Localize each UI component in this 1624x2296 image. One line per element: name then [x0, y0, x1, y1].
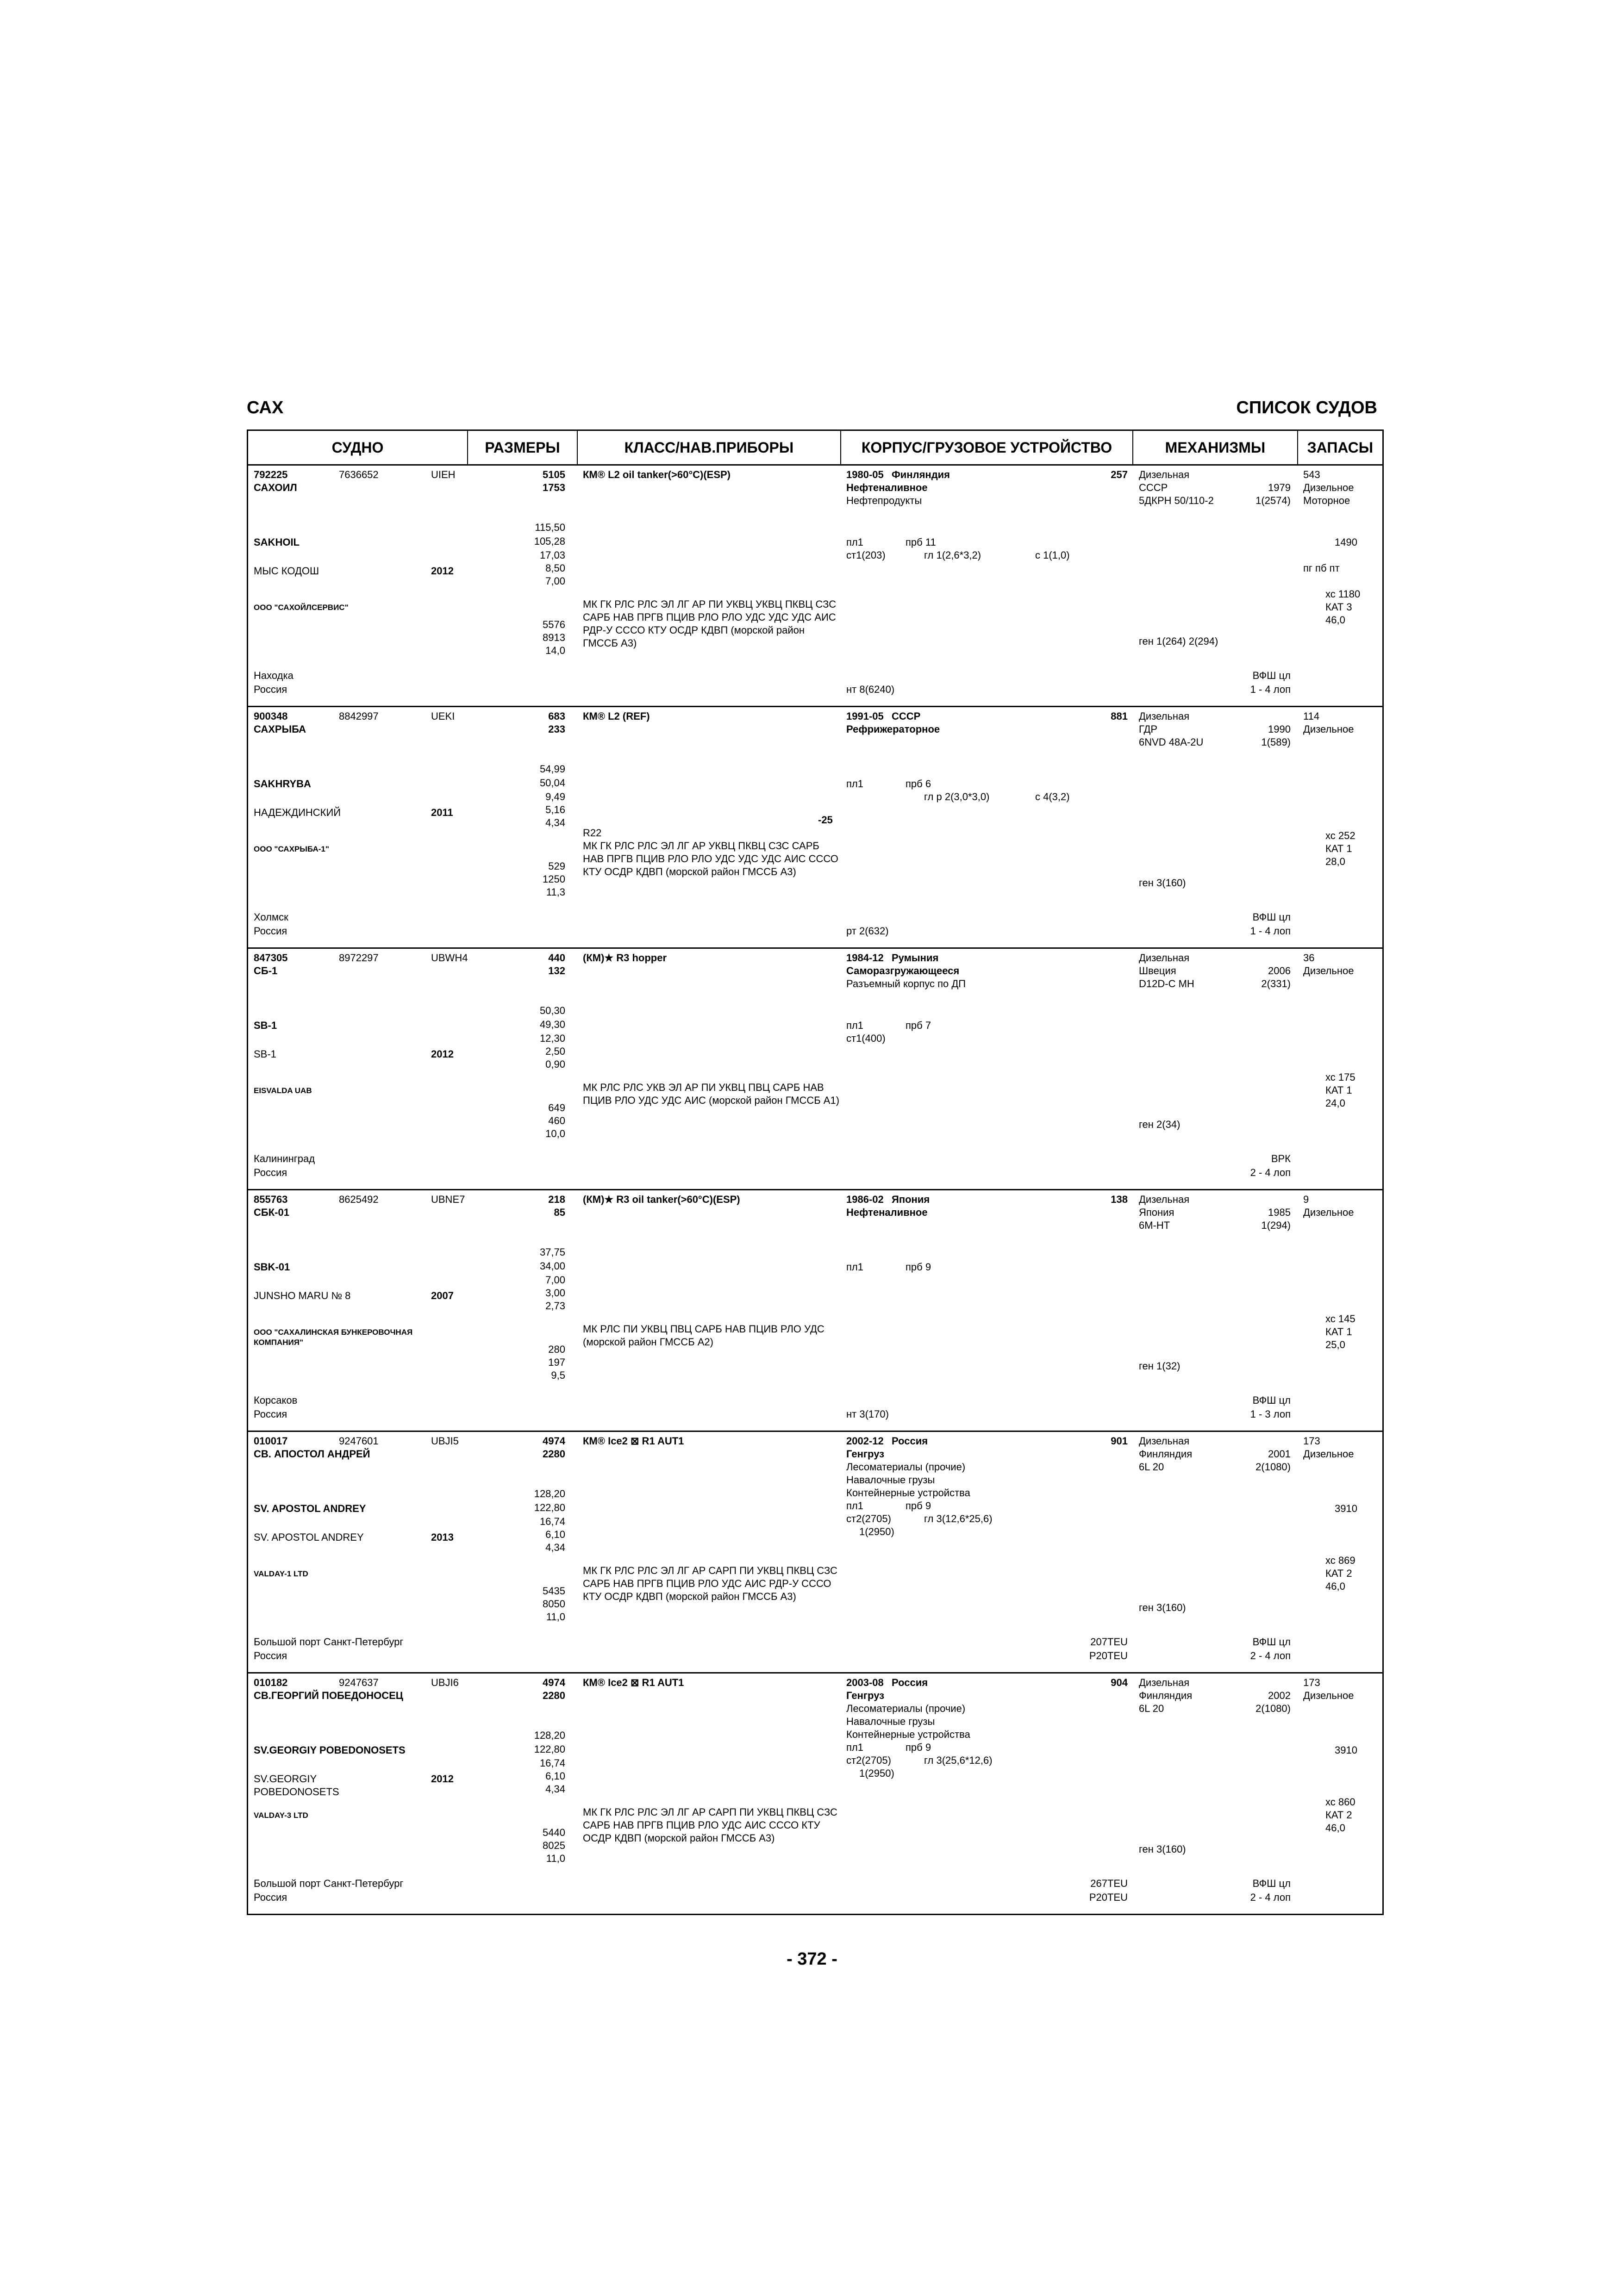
fuel-amount: 9 — [1303, 1194, 1309, 1205]
class-notation: КМ® Ice2 ⊠ R1 AUT1 — [583, 1677, 684, 1688]
engine-type: Дизельная — [1139, 469, 1190, 480]
former-name: JUNSHO MARU № 8 — [254, 1290, 351, 1301]
former-name-year: 2012 — [431, 565, 454, 577]
ship-entries — [248, 466, 1382, 1914]
former-name-year: 2012 — [431, 1048, 454, 1060]
propeller-blades: 2 - 4 лоп — [1250, 1892, 1291, 1903]
call-sign: UIEH — [431, 469, 456, 480]
home-port: Калининград — [254, 1153, 315, 1164]
dimension-value: 4,34 — [545, 1542, 565, 1553]
dimension-value: 34,00 — [539, 1260, 565, 1272]
former-name-year: 2011 — [431, 807, 453, 818]
former-name-line-2: POBEDONOSETS — [254, 1786, 339, 1798]
column-header-vessel: СУДНО — [248, 431, 468, 464]
fuel-amount-2: 1490 — [1335, 536, 1357, 548]
fuel-amount: 543 — [1303, 469, 1320, 480]
ship-type: Нефтеналивное — [846, 1207, 928, 1218]
dimension-value: 17,03 — [539, 549, 565, 561]
teu-capacity-2: P20TEU — [1089, 1650, 1128, 1661]
ship-name-latin: SV. APOSTOL ANDREY — [254, 1503, 366, 1514]
build-date: 2003-08 — [846, 1677, 884, 1688]
cargo-type-line: Разъемный корпус по ДП — [846, 978, 966, 989]
reg-number: 010017 — [254, 1435, 288, 1447]
refrigerant: R22 — [583, 827, 602, 839]
build-country: Япония — [892, 1194, 930, 1205]
engine-model: 6L 20 — [1139, 1461, 1164, 1473]
dimension-value: 122,80 — [534, 1743, 565, 1755]
dimension-value: 10,0 — [545, 1128, 565, 1139]
reg-number: 792225 — [254, 469, 288, 480]
reg-number: 900348 — [254, 710, 288, 722]
bulkheads: прб 9 — [906, 1261, 931, 1273]
dimension-value: 37,75 — [539, 1246, 565, 1258]
ship-name-latin: SAKHRYBA — [254, 778, 311, 790]
imo-number: 8972297 — [339, 952, 379, 964]
decks: пл1 — [846, 1500, 863, 1512]
call-sign: UBJI5 — [431, 1435, 459, 1447]
former-name: SB-1 — [254, 1048, 276, 1060]
column-header-supplies: ЗАПАСЫ — [1307, 439, 1374, 456]
home-port: Большой порт Санкт-Петербург — [254, 1636, 404, 1648]
dimension-value: 4,34 — [545, 1783, 565, 1795]
dimension-value: 50,30 — [539, 1005, 565, 1016]
decks: пл1 — [846, 1020, 863, 1031]
dimension-value: 5105 — [543, 469, 565, 480]
generators: ген 1(264) 2(294) — [1139, 635, 1218, 647]
dimension-value: 11,3 — [546, 886, 565, 898]
former-name-year: 2012 — [431, 1773, 454, 1785]
imo-number: 8842997 — [339, 710, 379, 722]
fuel-type: Дизельное — [1303, 1207, 1354, 1218]
cargo-type-line: Лесоматериалы (прочие) — [846, 1703, 966, 1714]
bulkheads: прб 9 — [906, 1500, 931, 1512]
dimension-value: 16,74 — [539, 1516, 565, 1527]
dimension-value: 11,0 — [546, 1611, 565, 1623]
call-sign: UEKI — [431, 710, 455, 722]
holds: ст1(400) — [846, 1033, 886, 1044]
former-name-year: 2007 — [431, 1290, 454, 1301]
holds: ст2(2705) — [846, 1755, 891, 1766]
dimension-value: 115,50 — [535, 522, 565, 533]
dimension-value: 2280 — [543, 1690, 565, 1701]
reg-number: 010182 — [254, 1677, 288, 1688]
decks: пл1 — [846, 778, 863, 790]
engine-year: 2002 — [1268, 1690, 1291, 1701]
hatches-extra: 1(2950) — [859, 1526, 894, 1537]
build-date: 2002-12 — [846, 1435, 884, 1447]
engine-country: ГДР — [1139, 723, 1158, 735]
generators: ген 3(160) — [1139, 877, 1186, 889]
bulkheads: прб 6 — [906, 778, 931, 790]
category: КАТ 1 — [1325, 1084, 1352, 1096]
ship-name-latin: SV.GEORGIY POBEDONOSETS — [254, 1744, 406, 1756]
fuel-amount-2: 3910 — [1335, 1503, 1357, 1514]
ship-type: Саморазгружающееся — [846, 965, 960, 977]
flag-country: Россия — [254, 1892, 287, 1903]
dimension-value: 122,80 — [534, 1502, 565, 1513]
engine-model: 6NVD 48A-2U — [1139, 736, 1204, 748]
teu-capacity-2: P20TEU — [1089, 1892, 1128, 1903]
dimension-value: 49,30 — [539, 1019, 565, 1030]
engine-year: 1985 — [1268, 1207, 1291, 1218]
dimension-value: 7,00 — [545, 1274, 565, 1286]
ship-entry — [248, 1674, 1382, 1914]
cold-storage: хс 1180 — [1325, 588, 1361, 600]
former-name-year: 2013 — [431, 1531, 454, 1543]
ship-entry — [248, 949, 1382, 1190]
dimension-value: 14,0 — [545, 645, 565, 656]
dimension-value: 7,00 — [545, 575, 565, 587]
generators: ген 2(34) — [1139, 1119, 1181, 1130]
tanks: рт 2(632) — [846, 925, 889, 937]
holds: ст1(203) — [846, 549, 886, 561]
category: КАТ 3 — [1325, 601, 1352, 613]
owner: ООО "САХАЛИНСКАЯ БУНКЕРОВОЧНАЯ КОМПАНИЯ" — [254, 1328, 413, 1347]
dimension-value: 3,00 — [545, 1287, 565, 1299]
propeller: ВРК — [1271, 1153, 1291, 1164]
fuel-amount: 173 — [1303, 1677, 1320, 1688]
engine-power: 1(2574) — [1255, 495, 1291, 506]
dimension-value: 649 — [548, 1102, 565, 1114]
flag-country: Россия — [254, 1167, 287, 1178]
build-date: 1986-02 — [846, 1194, 884, 1205]
fuel-amount: 114 — [1303, 710, 1320, 722]
propeller: ВФШ цл — [1252, 1636, 1291, 1648]
build-country: Финляндия — [892, 469, 950, 480]
dimension-value: 2,50 — [545, 1045, 565, 1057]
flag-country: Россия — [254, 925, 287, 937]
propeller: ВФШ цл — [1252, 1394, 1291, 1406]
call-sign: UBNE7 — [431, 1194, 465, 1205]
dimension-value: 0,90 — [545, 1058, 565, 1070]
ship-type: Генгруз — [846, 1690, 885, 1701]
ship-entry — [248, 1432, 1382, 1674]
cold-storage: хс 175 — [1325, 1071, 1355, 1083]
dimension-value: 1753 — [543, 482, 565, 493]
flag-country: Россия — [254, 1650, 287, 1661]
category: КАТ 2 — [1325, 1568, 1352, 1579]
hatches-extra: 1(2950) — [859, 1767, 894, 1779]
owner: EISVALDA UAB — [254, 1086, 312, 1095]
dimension-value: 11,0 — [546, 1853, 565, 1864]
ship-entry — [248, 1190, 1382, 1432]
hatches: гл 3(25,6*12,6) — [924, 1755, 993, 1766]
fuel-amount-2: 3910 — [1335, 1744, 1357, 1756]
class-notation: (КМ)★ R3 hopper — [583, 952, 667, 964]
autonomy: 46,0 — [1325, 1822, 1345, 1834]
fuel-grades: пг пб пт — [1303, 562, 1340, 574]
ship-name: СВ. АПОСТОЛ АНДРЕЙ — [254, 1448, 370, 1460]
ship-name-latin: SB-1 — [254, 1020, 277, 1031]
cold-storage: хс 860 — [1325, 1796, 1355, 1808]
navigation-equipment: МК ГК РЛС РЛС ЭЛ ЛГ АР УКВЦ ПКВЦ СЗС САРБ НАВ ПРГВ ПЦИВ РЛО РЛО УДС УДС УДС АИС СССО КТУ ОСДР КДВП (морской район ГМССБ А3) — [583, 840, 838, 877]
dimension-value: 197 — [548, 1356, 565, 1368]
dimension-value: 2280 — [543, 1448, 565, 1460]
bulkheads: прб 7 — [906, 1020, 931, 1031]
ship-type: Нефтеналивное — [846, 482, 928, 493]
teu-capacity: 207TEU — [1090, 1636, 1128, 1648]
build-country: Россия — [892, 1435, 928, 1447]
dimension-value: 1250 — [543, 873, 565, 885]
dimension-value: 8,50 — [545, 562, 565, 574]
decks: пл1 — [846, 1742, 863, 1753]
build-country: Румыния — [892, 952, 939, 964]
cold-storage: хс 252 — [1325, 830, 1355, 841]
engine-country: Финляндия — [1139, 1690, 1193, 1701]
dimension-value: 8025 — [543, 1840, 565, 1851]
decks: пл1 — [846, 536, 863, 548]
ship-entry — [248, 466, 1382, 707]
cargo-type-line: Лесоматериалы (прочие) — [846, 1461, 966, 1473]
owner: VALDAY-1 LTD — [254, 1569, 308, 1578]
dimension-value: 9,5 — [551, 1369, 565, 1381]
engine-country: Финляндия — [1139, 1448, 1193, 1460]
cargo-type-line: Контейнерные устройства — [846, 1487, 970, 1499]
running-header-right: СПИСОК СУДОВ — [1236, 398, 1377, 417]
home-port: Большой порт Санкт-Петербург — [254, 1878, 404, 1889]
ship-name: СБК-01 — [254, 1207, 289, 1218]
propeller-blades: 2 - 4 лоп — [1250, 1650, 1291, 1661]
fuel-type: Дизельное — [1303, 1448, 1354, 1460]
cargo-temperature: -25 — [818, 814, 833, 826]
ship-type: Рефрижераторное — [846, 723, 940, 735]
build-country: Россия — [892, 1677, 928, 1688]
engine-country: СССР — [1139, 482, 1168, 493]
class-notation: КМ® L2 (REF) — [583, 710, 650, 722]
imo-number: 9247637 — [339, 1677, 379, 1688]
dimension-value: 105,28 — [534, 535, 565, 547]
former-name: НАДЕЖДИНСКИЙ — [254, 807, 341, 818]
autonomy: 46,0 — [1325, 1580, 1345, 1592]
engine-type: Дизельная — [1139, 1435, 1190, 1447]
hatches: гл 1(2,6*3,2) — [924, 549, 981, 561]
dimension-value: 8050 — [543, 1598, 565, 1610]
dimension-value: 128,20 — [534, 1488, 565, 1500]
engine-type: Дизельная — [1139, 1677, 1190, 1688]
dimension-value: 5576 — [543, 619, 565, 630]
cold-storage: хс 869 — [1325, 1555, 1355, 1566]
former-name: SV.GEORGIY — [254, 1773, 317, 1785]
page-number: - 372 - — [787, 1949, 837, 1969]
reg-number: 855763 — [254, 1194, 288, 1205]
dimension-value: 12,30 — [539, 1033, 565, 1044]
engine-country: Япония — [1139, 1207, 1174, 1218]
propeller: ВФШ цл — [1252, 911, 1291, 923]
yard-number: 138 — [1111, 1194, 1128, 1205]
generators: ген 3(160) — [1139, 1843, 1186, 1855]
build-country: СССР — [892, 710, 921, 722]
dimension-value: 460 — [548, 1115, 565, 1126]
flag-country: Россия — [254, 684, 287, 695]
navigation-equipment: МК РЛС ПИ УКВЦ ПВЦ САРБ НАВ ПЦИВ РЛО УДС (морской район ГМССБ А2) — [583, 1323, 824, 1348]
dimension-value: 85 — [554, 1207, 565, 1218]
engine-model: 5ДКРН 50/110-2 — [1139, 495, 1214, 506]
propeller-blades: 1 - 4 лоп — [1250, 684, 1291, 695]
dimension-value: 9,49 — [545, 791, 565, 803]
running-header-left: САХ — [247, 398, 284, 417]
fuel-type: Дизельное — [1303, 1690, 1354, 1701]
cargo-type-line: Нефтепродукты — [846, 495, 922, 506]
engine-year: 2006 — [1268, 965, 1291, 977]
engine-type: Дизельная — [1139, 1194, 1190, 1205]
class-notation: КМ® Ice2 ⊠ R1 AUT1 — [583, 1435, 684, 1447]
navigation-equipment: МК ГК РЛС РЛС ЭЛ ЛГ АР ПИ УКВЦ УКВЦ ПКВЦ СЗС САРБ НАВ ПРГВ ПЦИВ РЛО РЛО УДС УДС УДС АИС РДР-У СССО КТУ ОСДР КДВП (морской район ГМССБ А3) — [583, 598, 837, 649]
cold-storage: хс 145 — [1325, 1313, 1355, 1325]
owner: VALDAY-3 LTD — [254, 1811, 308, 1820]
fuel-type: Дизельное — [1303, 723, 1354, 735]
owner: ООО "САХОЙЛСЕРВИС" — [254, 603, 349, 612]
home-port: Корсаков — [254, 1394, 298, 1406]
engine-power: 2(331) — [1261, 978, 1291, 989]
column-header-machinery: МЕХАНИЗМЫ — [1133, 431, 1298, 464]
propeller-blades: 2 - 4 лоп — [1250, 1167, 1291, 1178]
cranes: с 1(1,0) — [1035, 549, 1070, 561]
engine-type: Дизельная — [1139, 710, 1190, 722]
engine-power: 1(589) — [1261, 736, 1291, 748]
dimension-value: 280 — [548, 1344, 565, 1355]
call-sign: UBJI6 — [431, 1677, 459, 1688]
fuel-amount: 173 — [1303, 1435, 1320, 1447]
ship-name-latin: SBK-01 — [254, 1261, 290, 1273]
imo-number: 8625492 — [339, 1194, 379, 1205]
dimension-value: 5440 — [543, 1827, 565, 1838]
dimension-value: 2,73 — [545, 1300, 565, 1312]
decks: пл1 — [846, 1261, 863, 1273]
tanks: нт 3(170) — [846, 1408, 889, 1420]
propeller: ВФШ цл — [1252, 670, 1291, 681]
reg-number: 847305 — [254, 952, 288, 964]
hatches: гл р 2(3,0*3,0) — [924, 791, 990, 803]
yard-number: 901 — [1111, 1435, 1128, 1447]
dimension-value: 529 — [548, 860, 565, 872]
engine-power: 2(1080) — [1255, 1703, 1291, 1714]
engine-model: 6L 20 — [1139, 1703, 1164, 1714]
dimension-value: 5435 — [543, 1585, 565, 1597]
engine-power: 1(294) — [1261, 1220, 1291, 1231]
dimension-value: 5,16 — [545, 804, 565, 815]
flag-country: Россия — [254, 1408, 287, 1420]
cargo-type-line: Навалочные грузы — [846, 1474, 935, 1486]
engine-year: 1990 — [1268, 723, 1291, 735]
owner: ООО "САХРЫБА-1" — [254, 845, 329, 853]
yard-number: 257 — [1111, 469, 1128, 480]
dimension-value: 132 — [548, 965, 565, 977]
dimension-value: 233 — [548, 723, 565, 735]
dimension-value: 50,04 — [539, 777, 565, 789]
fuel-amount: 36 — [1303, 952, 1315, 964]
holds: ст2(2705) — [846, 1513, 891, 1524]
dimension-value: 218 — [548, 1194, 565, 1205]
ship-name-latin: SAKHOIL — [254, 536, 300, 548]
ship-name: САХРЫБА — [254, 723, 306, 735]
ship-entry — [248, 707, 1382, 949]
engine-type: Дизельная — [1139, 952, 1190, 964]
yard-number: 881 — [1111, 710, 1128, 722]
ship-name: САХОИЛ — [254, 482, 297, 493]
fuel-type: Дизельное — [1303, 482, 1354, 493]
autonomy: 24,0 — [1325, 1097, 1345, 1109]
engine-power: 2(1080) — [1255, 1461, 1291, 1473]
cargo-type-line: Контейнерные устройства — [846, 1729, 970, 1740]
dimension-value: 440 — [548, 952, 565, 964]
cranes: с 4(3,2) — [1035, 791, 1070, 803]
dimension-value: 683 — [548, 710, 565, 722]
autonomy: 25,0 — [1325, 1339, 1345, 1350]
call-sign: UBWH4 — [431, 952, 468, 964]
generators: ген 3(160) — [1139, 1602, 1186, 1613]
bulkheads: прб 9 — [906, 1742, 931, 1753]
autonomy: 28,0 — [1325, 856, 1345, 867]
engine-country: Швеция — [1139, 965, 1176, 977]
dimension-value: 54,99 — [539, 763, 565, 775]
column-header-class: КЛАСС/НАВ.ПРИБОРЫ — [578, 431, 841, 464]
dimension-value: 4974 — [543, 1677, 565, 1688]
propeller: ВФШ цл — [1252, 1878, 1291, 1889]
ship-list-table — [247, 429, 1384, 1915]
navigation-equipment: МК ГК РЛС РЛС ЭЛ ЛГ АР САРП ПИ УКВЦ ПКВЦ СЗС САРБ НАВ ПРГВ ПЦИВ РЛО УДС АИС СССО КТУ ОСДР КДВП (морской район ГМССБ А3) — [583, 1806, 837, 1844]
teu-capacity: 267TEU — [1090, 1878, 1128, 1889]
engine-year: 2001 — [1268, 1448, 1291, 1460]
dimension-value: 16,74 — [539, 1757, 565, 1769]
fuel-type: Дизельное — [1303, 965, 1354, 977]
autonomy: 46,0 — [1325, 614, 1345, 626]
dimension-value: 4,34 — [545, 817, 565, 828]
class-notation: (КМ)★ R3 oil tanker(>60°C)(ESP) — [583, 1194, 740, 1205]
navigation-equipment: МК РЛС РЛС УКВ ЭЛ АР ПИ УКВЦ ПВЦ САРБ НАВ ПЦИВ РЛО УДС УДС АИС (морской район ГМССБ А1) — [583, 1082, 840, 1106]
engine-model: D12D-C MH — [1139, 978, 1194, 989]
engine-year: 1979 — [1268, 482, 1291, 493]
navigation-equipment: МК ГК РЛС РЛС ЭЛ ЛГ АР САРП ПИ УКВЦ ПКВЦ СЗС САРБ НАВ ПРГВ ПЦИВ РЛО УДС АИС РДР-У СССО КТУ ОСДР КДВП (морской район ГМССБ А3) — [583, 1565, 837, 1602]
dimension-value: 6,10 — [545, 1529, 565, 1540]
fuel-type-2: Моторное — [1303, 495, 1350, 506]
hatches: гл 3(12,6*25,6) — [924, 1513, 993, 1524]
home-port: Холмск — [254, 911, 288, 923]
propeller-blades: 1 - 3 лоп — [1250, 1408, 1291, 1420]
class-notation: КМ® L2 oil tanker(>60°C)(ESP) — [583, 469, 731, 480]
yard-number: 904 — [1111, 1677, 1128, 1688]
former-name: МЫС КОДОШ — [254, 565, 319, 577]
propeller-blades: 1 - 4 лоп — [1250, 925, 1291, 937]
former-name: SV. APOSTOL ANDREY — [254, 1531, 364, 1543]
bulkheads: прб 11 — [906, 536, 936, 548]
dimension-value: 8913 — [543, 632, 565, 643]
home-port: Находка — [254, 670, 294, 681]
dimension-value: 6,10 — [545, 1770, 565, 1782]
ship-name: СБ-1 — [254, 965, 278, 977]
engine-model: 6M-HT — [1139, 1220, 1170, 1231]
category: КАТ 2 — [1325, 1809, 1352, 1821]
cargo-type-line: Навалочные грузы — [846, 1716, 935, 1727]
tanks: нт 8(6240) — [846, 684, 895, 695]
category: КАТ 1 — [1325, 843, 1352, 854]
ship-type: Генгруз — [846, 1448, 885, 1460]
dimension-value: 4974 — [543, 1435, 565, 1447]
build-date: 1980-05 — [846, 469, 884, 480]
column-header-row — [248, 431, 1382, 466]
column-header-hull: КОРПУС/ГРУЗОВОЕ УСТРОЙСТВО — [841, 431, 1133, 464]
dimension-value: 128,20 — [534, 1730, 565, 1741]
build-date: 1991-05 — [846, 710, 884, 722]
ship-name: СВ.ГЕОРГИЙ ПОБЕДОНОСЕЦ — [254, 1690, 403, 1701]
column-header-dimensions: РАЗМЕРЫ — [468, 431, 578, 464]
imo-number: 9247601 — [339, 1435, 379, 1447]
imo-number: 7636652 — [339, 469, 379, 480]
generators: ген 1(32) — [1139, 1360, 1181, 1372]
build-date: 1984-12 — [846, 952, 884, 964]
category: КАТ 1 — [1325, 1326, 1352, 1338]
